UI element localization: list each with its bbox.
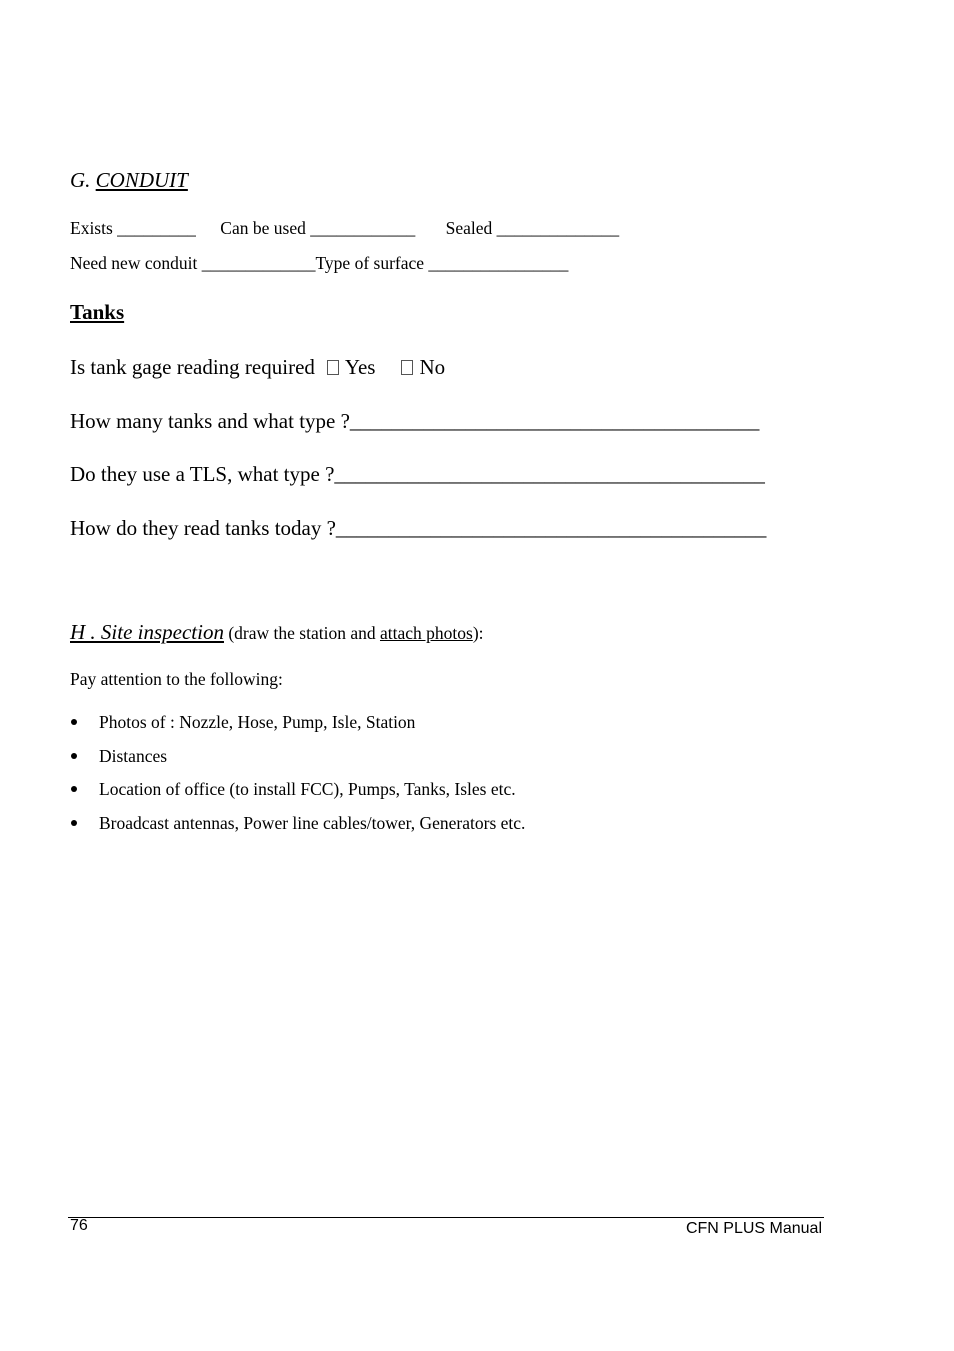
section-g-title: CONDUIT (95, 168, 188, 192)
conduit-row-1 (70, 218, 619, 239)
tank-gage-question (70, 355, 445, 380)
section-g-heading (70, 168, 188, 193)
section-h-title: H . Site inspection (70, 620, 224, 644)
can-be-used-field[interactable]: ____________ (310, 218, 416, 238)
attach-photos-link: attach photos (379, 623, 473, 643)
list-item (70, 778, 525, 812)
list-item-text: Location of office (to install FCC), Pumps, Tanks, Isles etc. (99, 779, 516, 799)
list-item-text: Photos of : Nozzle, Hose, Pump, Isle, Station (99, 712, 416, 732)
section-h-note-open: (draw the station and (223, 623, 380, 643)
yes-checkbox[interactable] (327, 360, 339, 375)
type-of-surface-label: Type of surface (315, 253, 425, 273)
no-label: No (419, 355, 446, 379)
list-item-text: Broadcast antennas, Power line cables/tower, Generators etc. (99, 812, 526, 833)
tls-question[interactable]: Do they use a TLS, what type ?_________________________________________ (70, 462, 765, 486)
section-g-prefix: G. (70, 168, 96, 192)
yes-label: Yes (344, 355, 376, 379)
sealed-label: Sealed (445, 218, 493, 238)
type-of-surface-field[interactable]: ________________ (428, 253, 569, 273)
no-checkbox[interactable] (401, 360, 413, 375)
exists-label: Exists (70, 218, 113, 238)
conduit-row-2 (70, 253, 568, 274)
exists-field[interactable]: _________ (117, 218, 196, 238)
tanks-heading: Tanks (70, 300, 125, 324)
manual-title: CFN PLUS Manual (685, 1220, 822, 1237)
list-item (70, 711, 525, 745)
page-number: 76 (70, 1217, 88, 1234)
inspection-list (70, 711, 525, 845)
section-h-note-close: ): (472, 623, 484, 643)
bullet-icon (71, 753, 77, 759)
sealed-field[interactable]: ______________ (496, 218, 620, 238)
tank-gage-label: Is tank gage reading required (70, 355, 315, 379)
bullet-icon (71, 786, 77, 792)
bullet-icon (71, 719, 77, 725)
list-item-text: Distances (99, 745, 168, 766)
can-be-used-label: Can be used (220, 218, 306, 238)
list-item (70, 745, 525, 779)
list-item (70, 812, 525, 846)
how-many-tanks-question[interactable]: How many tanks and what type ?_______________________________________ (70, 409, 760, 433)
pay-attention-text: Pay attention to the following: (70, 669, 283, 689)
section-h-heading (70, 620, 484, 645)
bullet-icon (71, 820, 77, 826)
need-new-conduit-field[interactable]: _____________ (201, 253, 316, 273)
footer-divider (68, 1217, 824, 1218)
need-new-conduit-label: Need new conduit (70, 253, 198, 273)
read-tanks-question[interactable]: How do they read tanks today ?_________________________________________ (70, 516, 767, 540)
